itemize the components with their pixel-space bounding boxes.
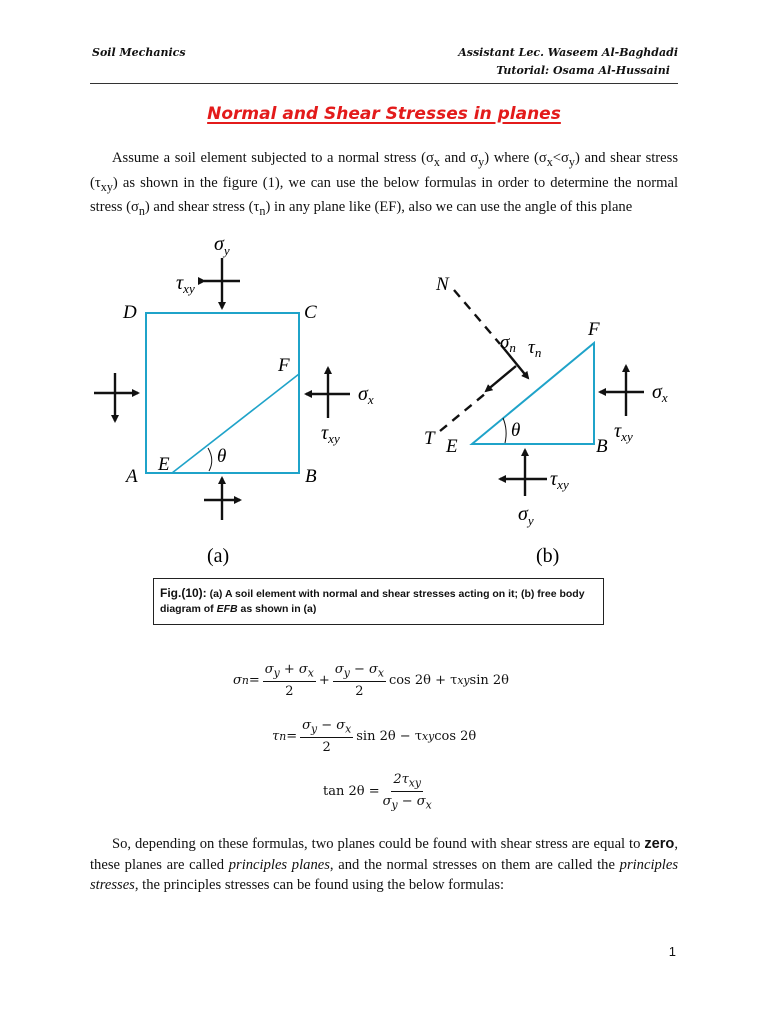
header-tutor: Tutorial: Osama Al-Hussaini: [496, 64, 670, 77]
label-sigma-x-a: $\sigma_x$: [358, 383, 374, 407]
tangent-dashed-line: [440, 393, 486, 431]
right-stress-arrows: [306, 368, 350, 418]
page-title: Normal and Shear Stresses in planes: [207, 104, 561, 124]
label-theta-b: θ: [511, 420, 521, 441]
header-rule: [90, 83, 678, 84]
label-theta-a: θ: [217, 446, 227, 467]
label-point-b-b: B: [596, 436, 608, 457]
theta-arc-a: [208, 448, 212, 471]
theta-arc-b: [503, 418, 506, 443]
label-tau-xy-bottom-b: $\tau_{xy}$: [550, 468, 569, 492]
figure-b: [424, 274, 668, 567]
label-corner-c: C: [304, 302, 317, 323]
label-n: N: [436, 274, 449, 295]
label-fig-b: (b): [536, 545, 560, 567]
bottom-stress-arrows-b: [500, 450, 547, 496]
right-stress-arrows-b: [600, 366, 644, 416]
stress-figure: [88, 228, 688, 573]
page-number: 1: [668, 944, 676, 959]
label-corner-a: A: [126, 466, 138, 487]
plane-ef-line: [172, 374, 299, 473]
left-stress-arrows: [94, 373, 138, 421]
figure-a: [94, 233, 374, 567]
header-author: Assistant Lec. Waseem Al-Baghdadi: [458, 46, 678, 59]
label-tau-n: $\tau_n$: [528, 337, 542, 360]
label-sigma-y-a: $\sigma_y$: [214, 233, 230, 258]
label-tau-xy-right-b: $\tau_{xy}$: [614, 420, 633, 444]
equation-shear-stress: τ n = $\frac{\sigma_y - \sigma_x}{2}$ sin 2θ − τ xy cos 2θ: [272, 718, 477, 755]
closing-paragraph: So, depending on these formulas, two planes could be found with shear stress are equal to zero, these planes are called principles planes, and the normal stresses on them are called the principles stresses, the principles stresses can be found using the below formulas:: [90, 836, 679, 894]
label-t: T: [424, 428, 435, 449]
header-course: Soil Mechanics: [92, 46, 186, 59]
intro-paragraph: Assume a soil element subjected to a normal stress ($\sigma_x$ and $\sigma_y$) where $(\sigma_x<\sigma_y)$ and shear stress $(\tau_{xy})$ as shown in the figure (1), we can use the below formulas in order to determine the normal stress $(\sigma_n)$ and shear stress $(\tau_n)$ in any plane like (EF), also we can use the angle of this plane: [90, 150, 678, 218]
top-stress-arrows: [204, 258, 240, 308]
bottom-stress-arrows: [204, 478, 240, 520]
equation-angle: tan 2θ = $\frac{2\tau_{xy}}{\sigma_y - \sigma_x}$: [323, 772, 432, 812]
label-point-e-a: E: [158, 454, 170, 475]
label-fig-a: (a): [207, 545, 230, 567]
normal-dashed-line: [454, 290, 500, 344]
equation-normal-stress: σ n = $\frac{\sigma_y + \sigma_x}{2}$ + $\frac{\sigma_y - \sigma_x}{2}$ cos 2θ + τ xy sin 2θ: [233, 662, 509, 699]
label-point-f-a: F: [278, 355, 290, 376]
label-point-e-b: E: [446, 436, 458, 457]
figure-caption: Fig.(10): (a) A soil element with normal and shear stresses acting on it; (b) free body diagram of EFB as shown in (a): [153, 578, 604, 625]
label-sigma-n: $\sigma_n$: [500, 332, 516, 355]
label-tau-xy-top-a: $\tau_{xy}$: [176, 272, 195, 296]
label-corner-b: B: [305, 466, 317, 487]
label-tau-xy-right-a: $\tau_{xy}$: [321, 422, 340, 446]
label-point-f-b: F: [588, 319, 600, 340]
label-sigma-y-b: $\sigma_y$: [518, 503, 534, 528]
label-sigma-x-b: $\sigma_x$: [652, 381, 668, 405]
wedge-efb: [472, 343, 594, 444]
label-corner-d: D: [123, 302, 137, 323]
